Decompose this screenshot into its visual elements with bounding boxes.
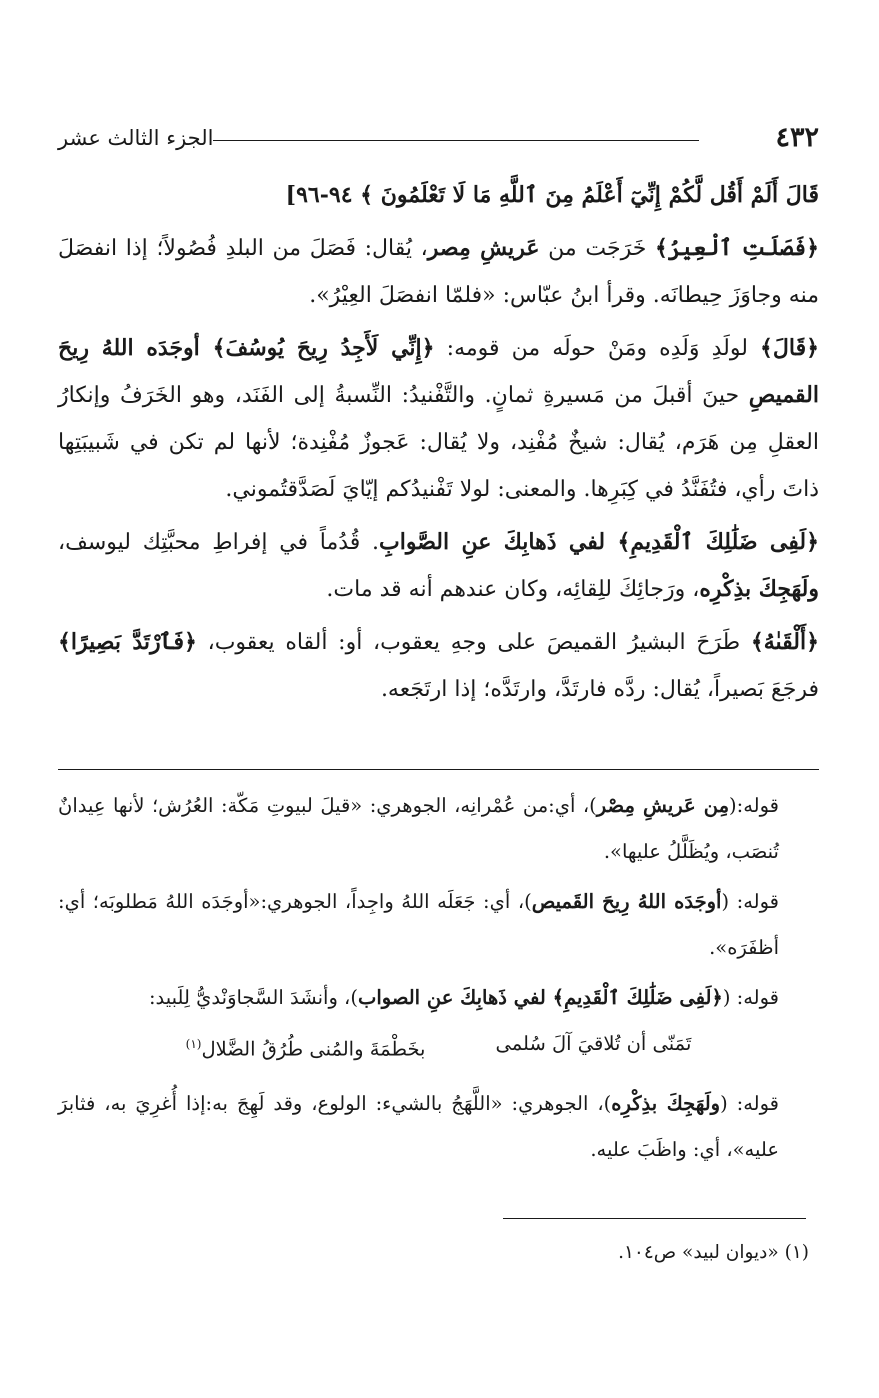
gloss-1 [58, 783, 819, 875]
gloss-text: )، أي:من عُمْرانِه، الجوهري: «قيلَ لبيوتِ مَكّة: العُرُش؛ لأنها عِيدانٌ تُنصَب، ويُظَلَّلُ عليها». [58, 794, 779, 863]
gloss-text: ، الجوهري: «اللَّهَجُ بالشيء: الولوع، وقد لَهِجَ به:إذا أُغرِيَ به، فثابرَ عليه»، أي: واظَبَ عليه. [58, 1091, 779, 1161]
gloss-4 [58, 1081, 819, 1173]
bold-phrase: لفي ذَهابِكَ عنِ الصَّوابِ [379, 529, 618, 555]
footnote-rule [503, 1218, 806, 1219]
body-text: خَرَجَت من [539, 236, 655, 261]
header-rule [213, 140, 699, 141]
gloss-lemma: ولَهَجِكَ بذِكْرِه [611, 1091, 721, 1115]
section-divider [58, 769, 819, 770]
main-commentary [58, 172, 819, 713]
quran-quote: ﴿إِنِّي لَأَجِدُ رِيحَ يُوسُفَ﴾ [212, 335, 435, 361]
footnote: (١) «ديوان لبيد» ص١٠٤. [618, 1242, 809, 1263]
verse-hemistich-1: تَمَنّى أن تُلاقيَ آلَ سُلمى [495, 1032, 692, 1055]
quran-quote: ﴿فَصَلَتِ ٱلْعِيرُ﴾ [654, 235, 819, 261]
poetry-verse [58, 1021, 819, 1073]
page-number: ٤٣٢ [775, 122, 819, 153]
quran-verse: قَالَ أَلَمْ أَقُل لَّكُمْ إِنِّيٓ أَعْلَمُ مِنَ ٱللَّهِ مَا لَا تَعْلَمُونَ ﴾ ٩٤-٩٦] [285, 182, 819, 208]
gloss-text: قوله: ( [721, 890, 779, 913]
part-title: الجزء الثالث عشر [58, 126, 214, 150]
body-text: ، ورَجائِكَ للِقائِه، وكان عندهم أنه قد مات. [326, 577, 700, 602]
gloss-2 [58, 879, 819, 971]
gloss-3 [58, 975, 819, 1021]
bold-phrase: عَريشِ مِصر [427, 235, 540, 261]
gloss-text: قوله: ( [720, 1091, 779, 1115]
running-header [58, 118, 819, 158]
body-text: طَرَحَ البشيرُ القميصَ على وجهِ يعقوب، أو: ألقاه يعقوب، [196, 630, 751, 655]
paragraph-4 [58, 619, 819, 713]
quran-quote: ﴿أَلْقَىٰهُ﴾ [750, 629, 819, 655]
body-text: فرجَعَ بَصيراً، يُقال: ردَّه فارتَدَّ، وارتَدَّه؛ إذا ارتَجَعه. [380, 677, 819, 702]
paragraph-2 [58, 325, 819, 513]
gloss-text: )، أي: جَعَلَه اللهُ واجِداً، الجوهري:«أوجَدَه اللهُ مَطلوبَه؛ أي: أظفَرَه». [58, 890, 779, 959]
body-text: حينَ أقبلَ من مَسيرةِ ثمانٍ. والتَّفْنيدُ: النِّسبةُ إلى الفَنَد، وهو الخَرَفُ وإنكارُ العقلِ مِن هَرَم، يُقال: شيخٌ مُفْنِد، ولا يُقال: عَجوزٌ مُفْنِدة؛ لأنها لم تكن في شَبيبَتِها ذاتَ رأي، فتُفَنَّدُ في كِبَرِها. والمعنى: لولا تَفْنيدُكم إيّايَ لَصَدَّقتُموني. [58, 383, 819, 502]
quran-quote: ﴿قَالَ﴾ [760, 335, 820, 361]
gloss-text: ) [603, 1091, 612, 1115]
verse-hemistich-2-text: بخَطْمَةَ والمُنى طُرُقُ الضَّلال [201, 1037, 426, 1061]
quran-quote: ﴿لَفِى ضَلَٰلِكَ ٱلْقَدِيمِ﴾ [552, 986, 723, 1009]
gloss-lemma: لفي ذَهابِكَ عنِ الصواب [357, 986, 553, 1009]
gloss-text: قوله: ( [722, 986, 779, 1009]
paragraph-3 [58, 519, 819, 613]
bold-phrase: أوجَدَه اللهُ رِيحَ القميصِ [58, 335, 819, 408]
body-text: ، يُقال: فَصَلَ من البلدِ فُصُولاً؛ إذا انفصَلَ منه وجاوَزَ حِيطانَه. وقرأ ابنُ عبّاس: «فلمّا انفصَلَ العِيْرُ». [58, 236, 819, 308]
gloss-lemma: أوجَدَه اللهُ رِيحَ القَميص [531, 890, 722, 913]
gloss-lemma: مِن عَريشِ مِصْر [596, 794, 730, 817]
verse-hemistich-2 [186, 1021, 426, 1073]
gloss-text: قوله:( [729, 794, 779, 817]
glosses-section [58, 783, 819, 1173]
quran-quote: ﴿لَفِى ضَلَٰلِكَ ٱلْقَدِيمِ﴾ [617, 529, 819, 555]
gloss-text: )، وأنشَدَ السَّجاوَنْديُّ لِلَبيد: [148, 986, 358, 1009]
paragraph-1 [58, 225, 819, 319]
quran-quote: ﴿فَٱرْتَدَّ بَصِيرًا﴾ [58, 629, 197, 655]
footnote-marker: (١) [185, 1037, 202, 1051]
verse-reference-line [58, 172, 819, 219]
body-text: لولَدِ وَلَدِه ومَنْ حولَه من قومه: [434, 336, 761, 361]
body-text: . قُدُماً في إفراطِ محبَّتِك ليوسف، [58, 530, 380, 555]
bold-phrase: ولَهَجِكَ بذِكْرِه [699, 576, 819, 602]
